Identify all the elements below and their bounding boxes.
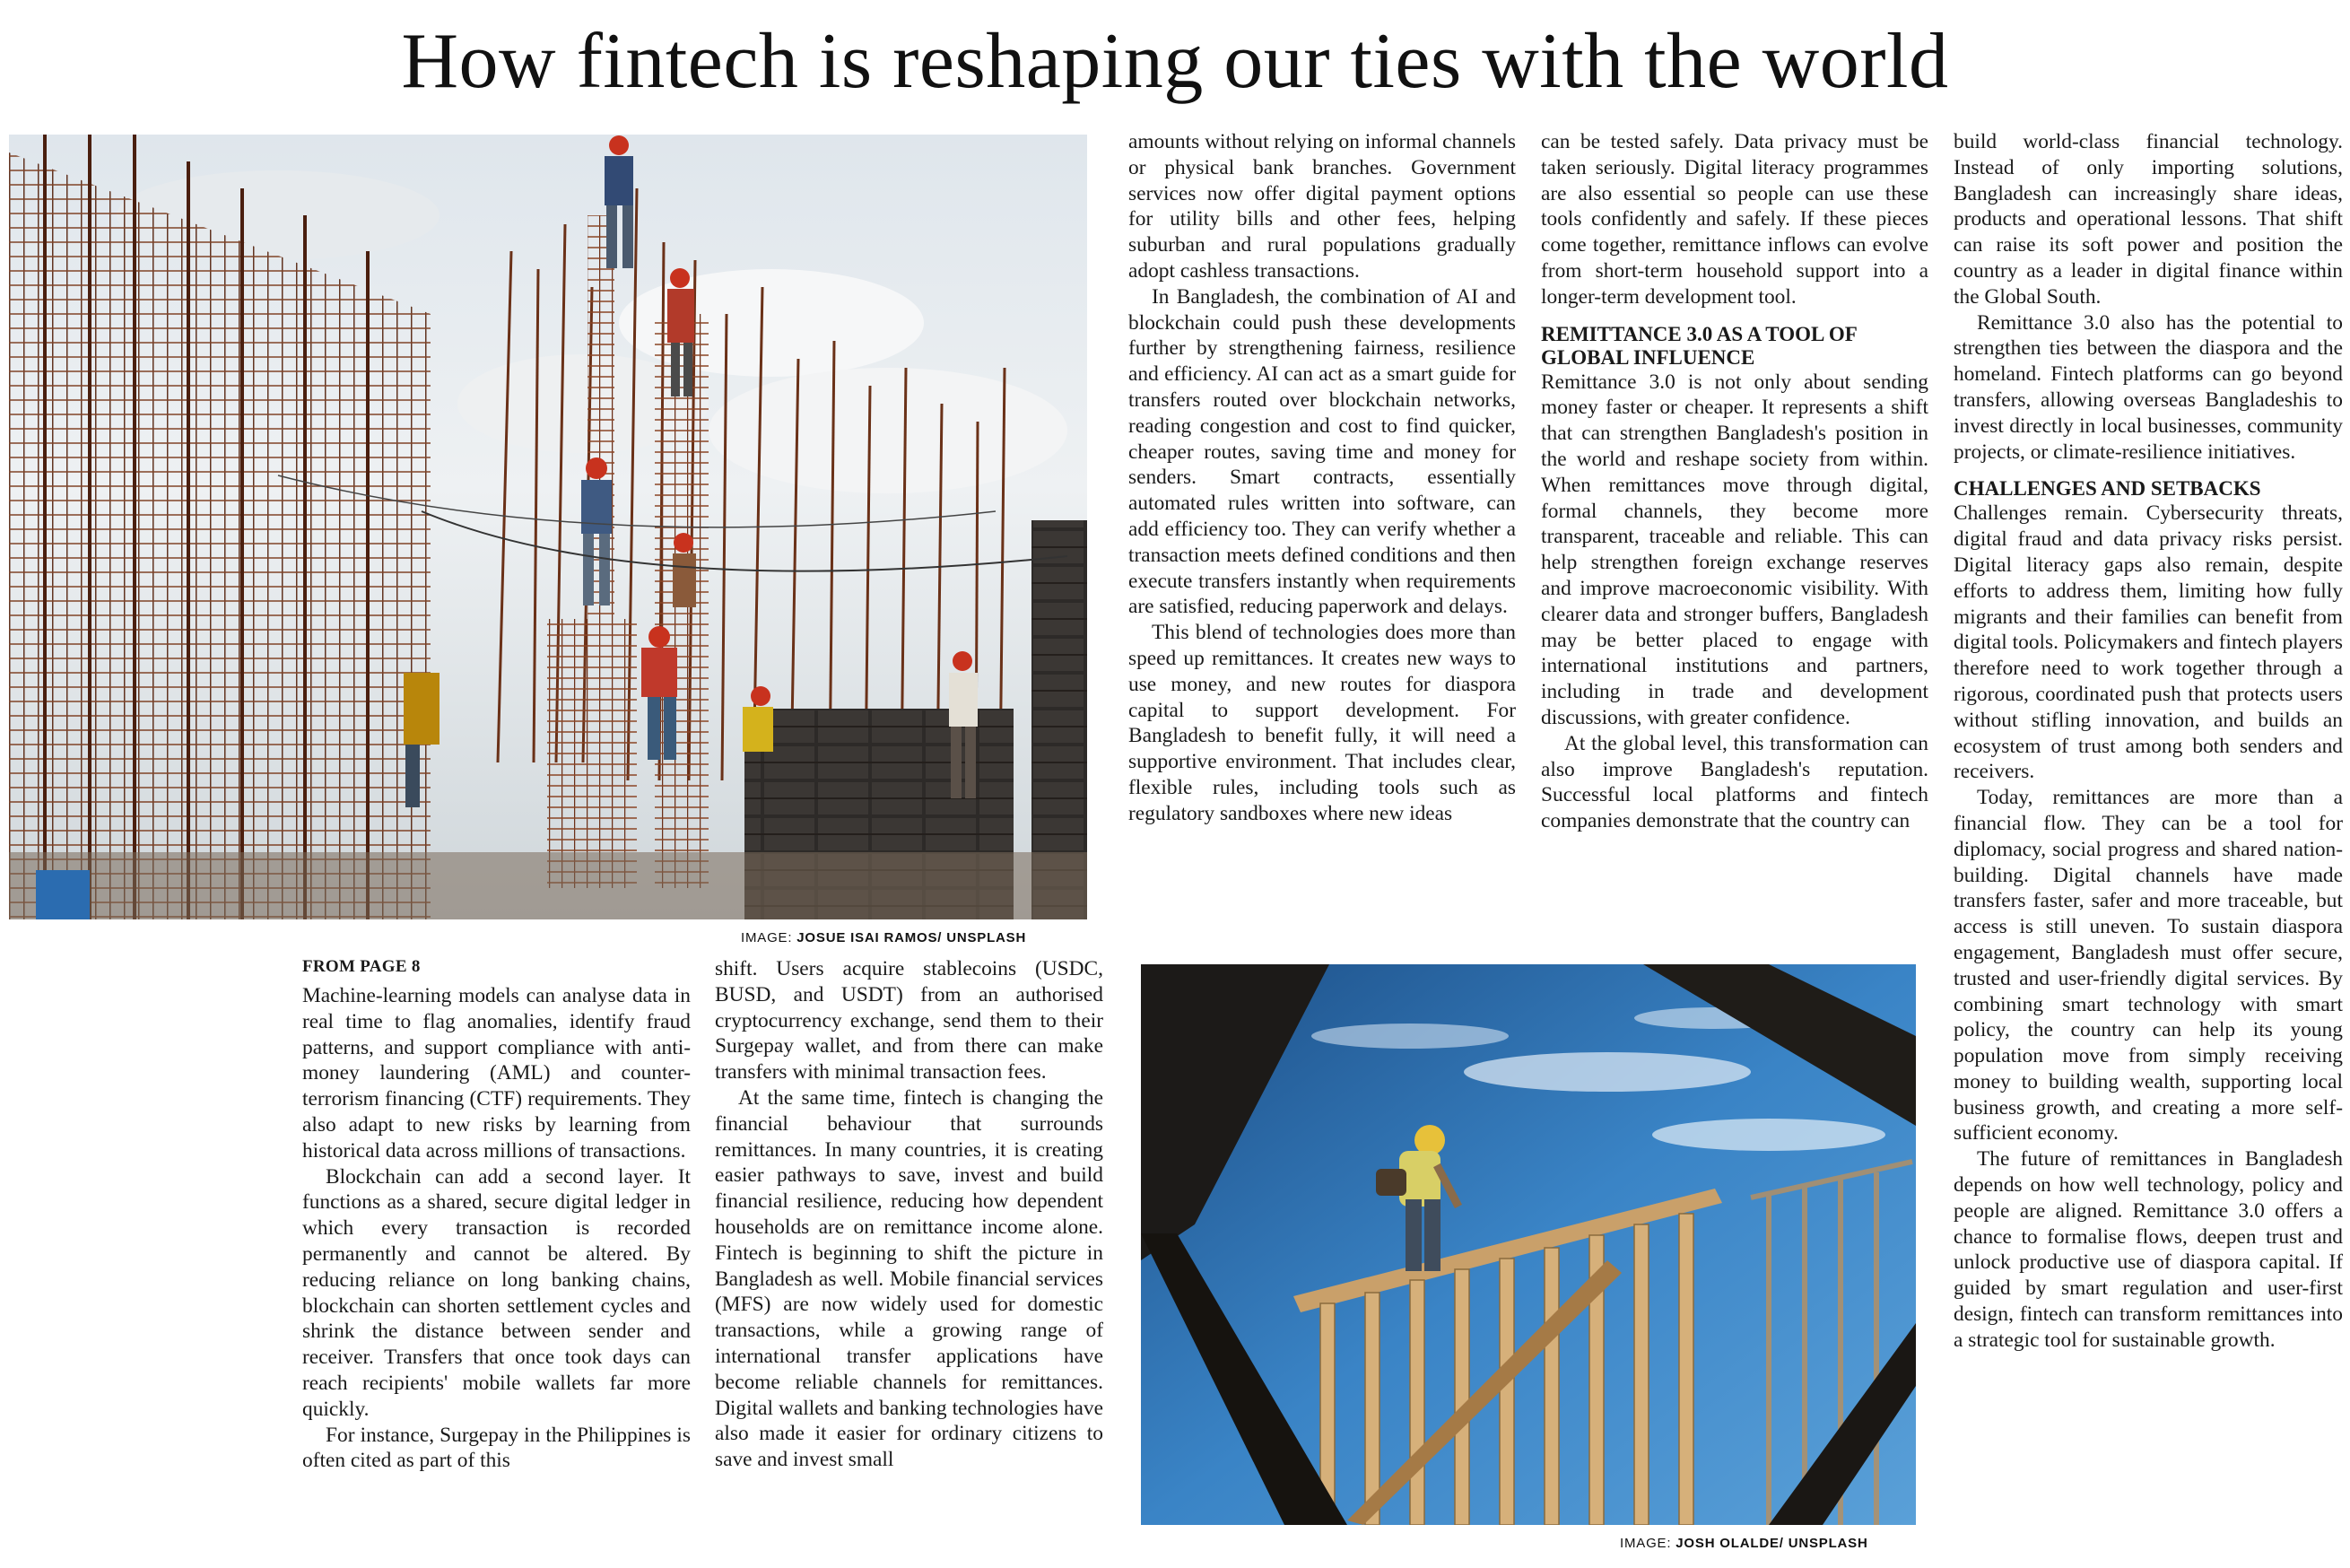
article-column-5: [1954, 129, 2343, 1564]
photo1-credit-label: IMAGE:: [741, 930, 793, 945]
photo2-credit-name: JOSH OLALDE/ UNSPLASH: [1675, 1536, 1868, 1551]
headline: How fintech is reshaping our ties with the world: [401, 18, 1949, 105]
paragraph: amounts without relying on informal channels or physical bank branches. Government services now offer digital payment options for utility bills and other fees, helping suburban and rural populations gradually adopt cashless transactions.: [1128, 130, 1516, 283]
paragraph: In Bangladesh, the combination of AI and blockchain could push these developments further by strengthening fairness, resilience and efficiency. AI can act as a smart guide for transfers routed over blockchain networks, reading congestion and cost to find quicker, cheaper routes, saving time and money for senders. Smart contracts, essentially automated rules written into software, can add efficiency too. They can verify whether a transaction meets defined conditions and then execute transfers instantly when requirements are satisfied, reducing paperwork and delays.: [1128, 284, 1516, 619]
photo1-credit: [741, 930, 1026, 945]
paragraph: At the same time, fintech is changing the financial behaviour that surrounds remittances. In many countries, it is creating easier pathways to save, invest and build financial resilience, reducing how dependent households are on remittance income alone. Fintech is beginning to shift the picture in Bangladesh as well. Mobile financial services (MFS) are now widely used for domestic transactions, while a growing range of international transfer applications have become reliable channels for remittances. Digital wallets and banking technologies have also made it easier for ordinary citizens to save and invest small: [715, 1085, 1103, 1472]
paragraph: For instance, Surgepay in the Philippines is often cited as part of this: [302, 1423, 691, 1473]
article-column-4: [1541, 129, 1928, 945]
paragraph: The future of remittances in Bangladesh depends on how well technology, policy and people are aligned. Remittance 3.0 offers a chance to formalise flows, deepen trust and unlock productive use of diaspora capital. If guided by smart regulation and user-first design, fintech can transform remittances into a strategic tool for sustainable growth.: [1954, 1147, 2343, 1352]
paragraph: Remittance 3.0 is not only about sending money faster or cheaper. It represents a shift that can strengthen Bangladesh's position in the world and reshape society from within. When remittances move through digital, formal channels, they become more transparent, traceable and reliable. This can help strengthen foreign exchange reserves and improve macroeconomic visibility. With clearer data and stronger buffers, Bangladesh may be better placed to engage with international institutions and partners, including in trade and development discussions, with greater confidence.: [1541, 370, 1928, 729]
article-column-2: [715, 956, 1103, 1564]
section-heading: CHALLENGES AND SETBACKS: [1954, 477, 2261, 501]
article-column-3: [1128, 129, 1516, 945]
paragraph: Today, remittances are more than a financial flow. They can be a tool for diplomacy, social progress and shared nation-building. Digital channels have made transfers faster, safer and more traceable, but access is still uneven. To sustain diaspora engagement, Bangladesh must offer secure, trusted and user-friendly digital services. By combining smart technology with smart policy, the country can help its young population move from simply receiving money to building wealth, supporting local business growth, and creating a more self-sufficient economy.: [1954, 786, 2343, 1146]
paragraph: At the global level, this transformation can also improve Bangladesh's reputation. Successful local platforms and fintech companies demonstrate that the country can: [1541, 731, 1928, 833]
paragraph: can be tested safely. Data privacy must be taken seriously. Digital literacy programmes are also essential so people can use these tools confidently and safely. If these pieces come together, remittance inflows can evolve from short-term household support into a longer-term development tool.: [1541, 130, 1928, 309]
paragraph: Machine-learning models can analyse data in real time to flag anomalies, identify fraud patterns, and support compliance with anti-money laundering (AML) and counter-terrorism financing (CTF) requirements. They also adapt to new risks by learning from historical data across millions of transactions.: [302, 984, 691, 1163]
article-column-1: [302, 956, 691, 1564]
photo1-credit-name: JOSUE ISAI RAMOS/ UNSPLASH: [796, 930, 1027, 945]
from-page-kicker: FROM PAGE 8: [302, 957, 421, 976]
paragraph: Blockchain can add a second layer. It functions as a shared, secure digital ledger in which every transaction is recorded permanently and cannot be altered. By reducing reliance on long banking chains, blockchain can shorten settlement cycles and shrink the distance between sender and receiver. Transfers that once took days can reach recipients' mobile wallets far more quickly.: [302, 1164, 691, 1421]
paragraph: This blend of technologies does more than speed up remittances. It creates new ways to use money, and new routes for diaspora capital to support development. For Bangladesh to benefit fully, it will need a supportive environment. That includes clear, flexible rules, including tools such as regulatory sandboxes where new ideas: [1128, 621, 1516, 825]
paragraph: build world-class financial technology. Instead of only importing solutions, Bangladesh can increasingly share ideas, products and operational lessons. That shift can raise its soft power and position the country as a leader in digital finance within the Global South.: [1954, 130, 2343, 309]
paragraph: Remittance 3.0 also has the potential to strengthen ties between the diaspora and the homeland. Fintech platforms can go beyond transfers, allowing overseas Bangladeshis to invest directly in local businesses, community projects, or climate-resilience initiatives.: [1954, 310, 2343, 464]
paragraph: shift. Users acquire stablecoins (USDC, BUSD, and USDT) from an authorised cryptocurrency exchange, send them to their Surgepay wallet, and from there can make transfers with minimal transaction fees.: [715, 957, 1103, 1085]
wood-frame-construction-photo: [1141, 964, 1916, 1525]
rebar-construction-photo: [9, 135, 1087, 919]
photo2-credit-label: IMAGE:: [1620, 1536, 1672, 1551]
section-heading: REMITTANCE 3.0 AS A TOOL OF GLOBAL INFLUENCE: [1541, 322, 1857, 369]
photo2-credit: [1620, 1536, 1868, 1551]
paragraph: Challenges remain. Cybersecurity threats, digital fraud and data privacy risks persist. Digital literacy gaps also remain, despite efforts to address them, limiting how fully migrants and their families can benefit from digital tools. Policymakers and fintech players therefore need to work together through a rigorous, coordinated push that protects users without stifling innovation, and builds an ecosystem of trust among both senders and receivers.: [1954, 501, 2343, 784]
